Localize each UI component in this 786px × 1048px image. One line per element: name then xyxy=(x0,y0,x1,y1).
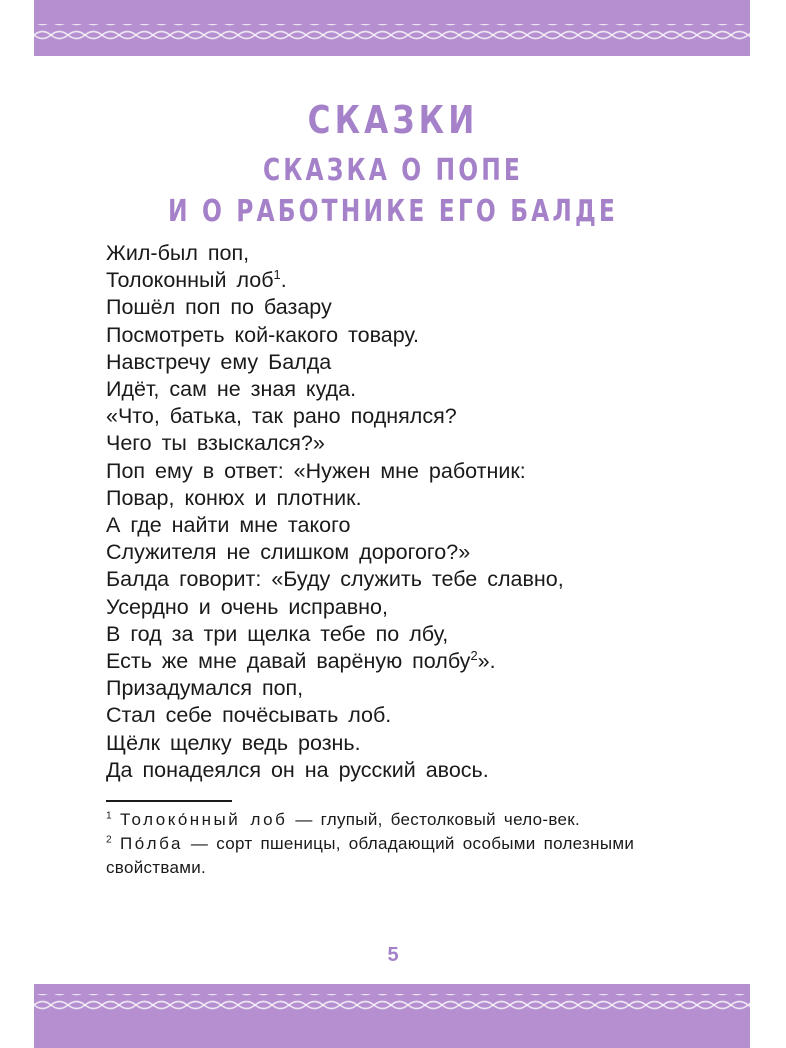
poem-line: Усердно и очень исправно, xyxy=(106,594,388,619)
poem-line: Балда говорит: «Буду служить тебе славно, xyxy=(106,567,564,592)
poem-line: Поп ему в ответ: «Нужен мне работник: xyxy=(106,458,526,483)
poem-line: Повар, конюх и плотник. xyxy=(106,485,362,510)
top-decorative-band xyxy=(34,0,750,56)
wave-pattern-bottom xyxy=(34,984,750,1048)
poem-text xyxy=(106,240,726,784)
poem-line: Есть же мне давай варёную полбу$^2$». xyxy=(106,647,496,674)
wave-pattern-top xyxy=(34,0,750,56)
poem-line: Толоконный лоб$^1$. xyxy=(106,267,287,293)
page-number: 5 xyxy=(387,944,399,966)
poem-line: Служителя не слишком дорогого?» xyxy=(106,540,471,565)
footnote-marker: 1 xyxy=(273,267,281,283)
poem-line: Навстречу ему Балда xyxy=(106,349,332,374)
section-title: СКАЗКИ xyxy=(307,98,479,142)
poem-line: Идёт, сам не зная куда. xyxy=(106,377,357,402)
poem-line: Пошёл поп по базару xyxy=(106,295,332,320)
footnote-marker: 2 xyxy=(470,647,478,663)
bottom-decorative-band xyxy=(34,984,750,1048)
footnote-1: $^1$ Толоко́нный лоб — глупый, бестолковый чело-век. xyxy=(106,810,581,829)
poem-line: Посмотреть кой-какого товару. xyxy=(106,322,419,347)
poem-line: Жил-был поп, xyxy=(106,241,250,265)
poem-line: Да понадеялся он на русский авось. xyxy=(106,757,489,782)
footnote-definition: — глупый, бестолковый чело-век. xyxy=(287,810,581,829)
footnote-term: По́лба xyxy=(120,834,183,853)
poem-line: Стал себе почёсывать лоб. xyxy=(106,703,392,728)
story-title-line-1: СКАЗКА О ПОПЕ xyxy=(262,153,524,188)
footnotes xyxy=(106,808,646,880)
poem-line: Щёлк щелку ведь рознь. xyxy=(106,730,361,755)
footnote-term: Толоко́нный лоб xyxy=(120,810,288,829)
poem-line: Призадумался поп, xyxy=(106,676,304,701)
poem-line: В год за три щелка тебе по лбу, xyxy=(106,621,449,646)
footnote-divider xyxy=(106,800,232,802)
poem-line: А где найти мне такого xyxy=(106,513,351,538)
footnote-2: $^2$ По́лба — сорт пшеницы, обладающий особыми полезными свойствами. xyxy=(106,834,635,877)
poem-line: Чего ты взыскался?» xyxy=(106,431,325,456)
poem-line: «Что, батька, так рано поднялся? xyxy=(106,404,457,429)
footnote-definition: — сорт пшеницы, обладающий особыми полезными свойствами. xyxy=(106,834,635,877)
story-title-line-2: И О РАБОТНИКЕ ЕГО БАЛДЕ xyxy=(167,194,619,229)
